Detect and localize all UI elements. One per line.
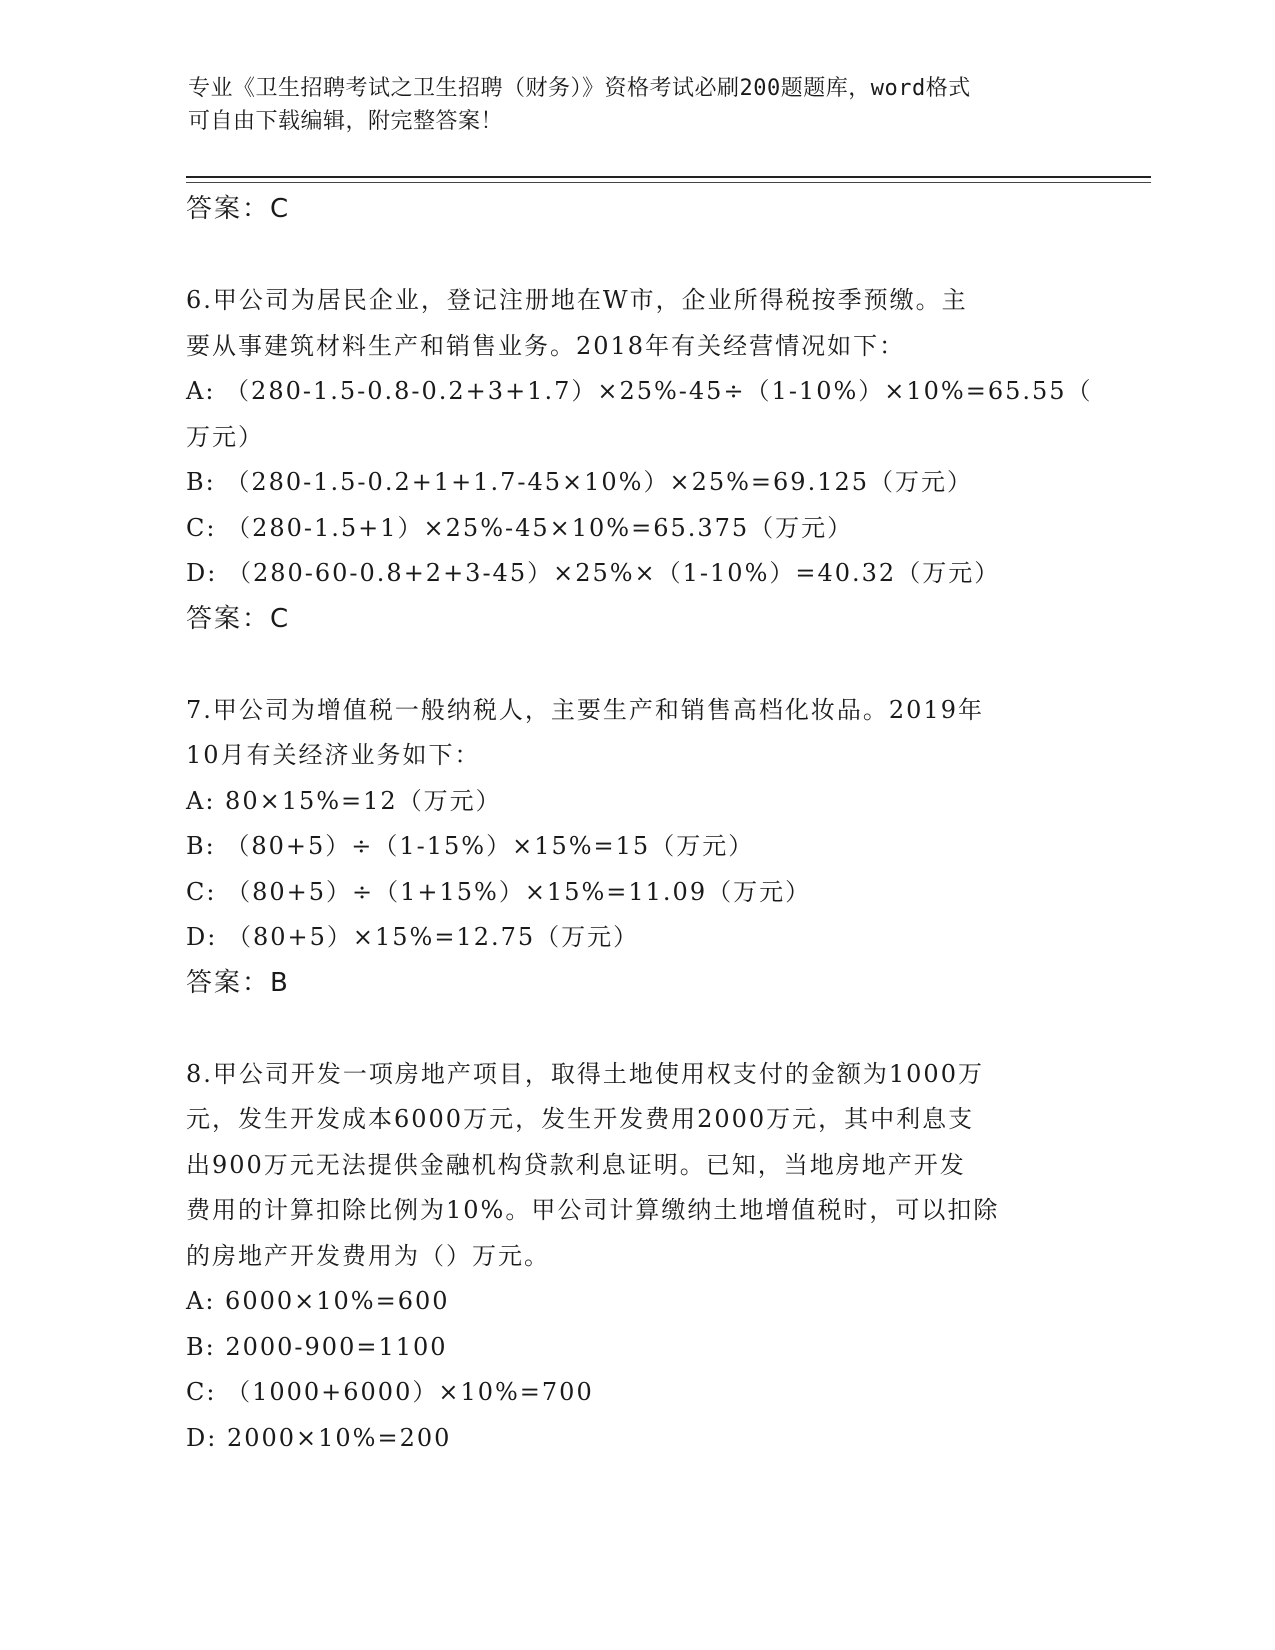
spacer xyxy=(186,1006,1086,1052)
option-c: C: （80+5）÷（1+15%）×15%=11.09（万元） xyxy=(186,877,812,906)
option-a: A: 6000×10%=600 xyxy=(186,1287,450,1315)
page-header xyxy=(188,72,1068,138)
question-text-line: 要从事建筑材料生产和销售业务。2018年有关经营情况如下： xyxy=(186,331,906,360)
spacer xyxy=(186,233,1086,279)
question-text-line: 8.甲公司开发一项房地产项目，取得土地使用权支付的金额为1000万 xyxy=(186,1059,984,1088)
question-7 xyxy=(186,688,1086,1007)
question-text-line: 7.甲公司为增值税一般纳税人，主要生产和销售高档化妆品。2019年 xyxy=(186,695,984,724)
question-text-line: 元，发生开发成本6000万元，发生开发费用2000万元，其中利息支 xyxy=(186,1105,975,1133)
spacer xyxy=(186,642,1086,688)
question-text-line: 10月有关经济业务如下： xyxy=(186,741,481,769)
header-line-2: 可自由下载编辑，附完整答案！ xyxy=(188,109,504,134)
question-text-line: 的房地产开发费用为（）万元。 xyxy=(186,1241,550,1270)
question-text-line: 费用的计算扣除比例为10%。甲公司计算缴纳土地增值税时，可以扣除 xyxy=(186,1196,1000,1224)
header-line-1: 专业《卫生招聘考试之卫生招聘（财务）》资格考试必刷200题题库，word格式 xyxy=(188,76,971,101)
answer-previous: 答案：C xyxy=(186,194,291,224)
answer-q7: 答案：B xyxy=(186,967,290,998)
option-a: A: （280-1.5-0.8-0.2+3+1.7）×25%-45÷（1-10%）×10%=65.55（ xyxy=(186,377,1093,405)
question-text-line: 6.甲公司为居民企业，登记注册地在W市，企业所得税按季预缴。主 xyxy=(186,286,968,314)
option-d: D: 2000×10%=200 xyxy=(186,1423,452,1452)
option-b: B: （280-1.5-0.2+1+1.7-45×10%）×25%=69.125（万元） xyxy=(186,468,974,496)
option-d: D: （280-60-0.8+2+3-45）×25%×（1-10%）=40.32（万元） xyxy=(186,559,1001,587)
option-b: B: （80+5）÷（1-15%）×15%=15（万元） xyxy=(186,832,755,860)
header-rule-thin xyxy=(186,182,1151,183)
header-rule xyxy=(186,176,1151,178)
option-c: C: （1000+6000）×10%=700 xyxy=(186,1378,594,1406)
option-b: B: 2000-900=1100 xyxy=(186,1332,448,1361)
option-a: A: 80×15%=12（万元） xyxy=(186,786,502,815)
option-d: D: （80+5）×15%=12.75（万元） xyxy=(186,923,640,951)
question-text-line: 出900万元无法提供金融机构贷款利息证明。已知，当地房地产开发 xyxy=(186,1150,966,1179)
answer-q6: 答案：C xyxy=(186,603,291,634)
document-body xyxy=(186,187,1093,1461)
question-6 xyxy=(186,278,1093,642)
option-c: C: （280-1.5+1）×25%-45×10%=65.375（万元） xyxy=(186,513,854,542)
question-8 xyxy=(186,1052,1086,1462)
option-a-continued: 万元） xyxy=(186,422,264,451)
